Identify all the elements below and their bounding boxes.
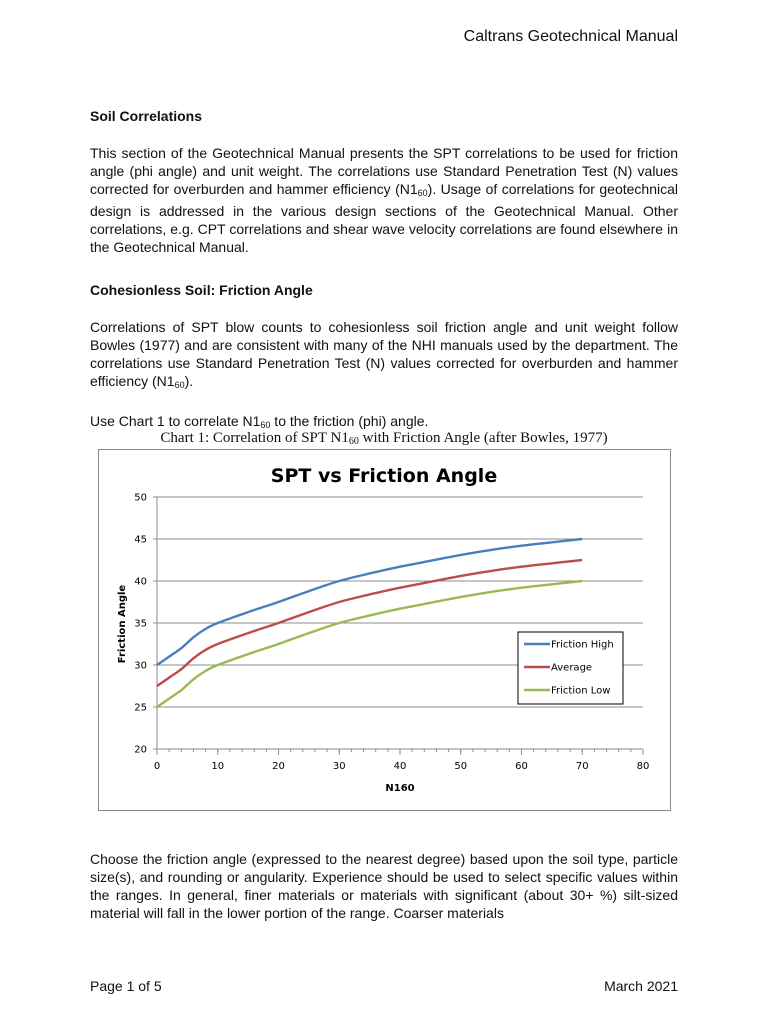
use-chart-paragraph: Use Chart 1 to correlate $N1_{60}$ to the friction (phi) angle. xyxy=(90,413,429,430)
y-tick-label: 25 xyxy=(134,702,147,714)
legend-label: Friction Low xyxy=(551,685,611,697)
x-tick-label: 10 xyxy=(211,761,225,772)
grid-lines xyxy=(157,497,643,749)
chart-container xyxy=(98,449,671,811)
x-tick-label: 60 xyxy=(515,761,528,772)
choose-friction-angle-paragraph: Choose the friction angle (expressed to the nearest degree) based upon the soil type, particle size(s), and rounding or angularity. Experience should be used to select specific values within the ranges. In general, finer materials or materials with significant (about 30+ %) silt-sized material will fall in the lower portion of the range. Coarser materials xyxy=(90,851,678,921)
y-axis-label: Friction Angle xyxy=(117,584,128,664)
page-header-title: Caltrans Geotechnical Manual xyxy=(463,28,678,45)
chart-caption: Chart 1: Correlation of SPT $N1_{60}$ with Friction Angle (after Bowles, 1977) xyxy=(160,430,608,447)
y-tick-label: 50 xyxy=(134,492,147,504)
x-tick-label: 40 xyxy=(393,761,407,772)
y-tick-label: 20 xyxy=(134,744,147,756)
section-heading-friction-angle: Cohesionless Soil: Friction Angle xyxy=(90,282,313,298)
x-tick-label: 80 xyxy=(636,761,650,772)
chart-legend xyxy=(518,632,623,704)
y-tick-label: 40 xyxy=(134,576,147,588)
legend-label: Friction High xyxy=(551,639,614,651)
chart-title: SPT vs Friction Angle xyxy=(270,465,498,487)
x-axis-label: N160 xyxy=(385,783,415,794)
x-tick-label: 30 xyxy=(332,761,346,772)
x-tick-label: 20 xyxy=(272,761,285,772)
y-tick-label: 35 xyxy=(134,618,147,630)
friction-angle-paragraph: Correlations of SPT blow counts to cohesionless soil friction angle and unit weight follow Bowles (1977) and are consistent with many of the NHI manuals used by the department. The correlations use Standard Penetration Test (N) values corrected for overburden and hammer efficiency $(N1_{60})$. xyxy=(90,319,678,390)
legend-label: Average xyxy=(551,662,593,674)
x-tick-label: 50 xyxy=(454,761,468,772)
y-tick-label: 45 xyxy=(134,534,147,546)
friction-angle-chart xyxy=(99,450,670,810)
main-content xyxy=(90,108,678,452)
footer-page-number: Page 1 of 5 xyxy=(90,978,162,994)
soil-correlations-paragraph: This section of the Geotechnical Manual presents the SPT correlations to be used for friction angle (phi angle) and unit weight. The correlations use Standard Penetration Test (N) values corrected for overburden and hammer efficiency $(N1_{60})$. Usage of correlations for geotechnical design is addressed in the various design sections of the Geotechnical Manual. Other correlations, e.g. CPT correlations and shear wave velocity correlations are found elsewhere in the Geotechnical Manual. xyxy=(90,145,678,255)
x-tick-label: 0 xyxy=(153,761,161,772)
bottom-content xyxy=(90,850,678,940)
section-heading-soil-correlations: Soil Correlations xyxy=(90,108,203,124)
y-tick-label: 30 xyxy=(134,660,147,672)
footer-date: March 2021 xyxy=(604,978,678,994)
x-tick-label: 70 xyxy=(575,761,589,772)
